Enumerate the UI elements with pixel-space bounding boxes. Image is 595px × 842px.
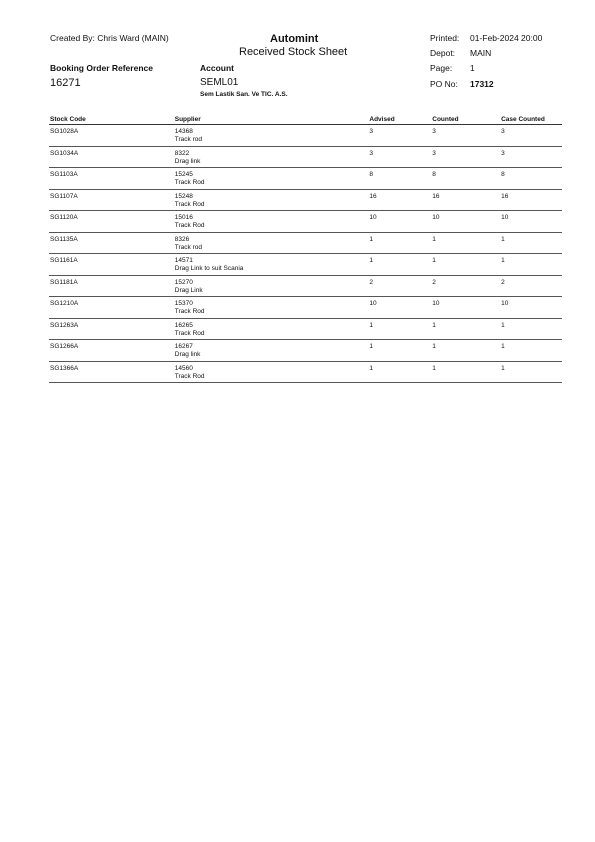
page-title: Automint	[270, 33, 319, 45]
col-supplier: Supplier	[174, 116, 201, 123]
table-body	[49, 125, 562, 383]
supplier-cell	[175, 279, 370, 297]
case-counted-qty: 2	[501, 278, 505, 286]
advised-qty: 1	[369, 257, 373, 264]
depot-label: Depot:	[430, 48, 456, 58]
counted-qty: 1	[432, 364, 436, 372]
item-description: Track rod	[174, 136, 202, 143]
stock-table	[49, 113, 562, 383]
case-counted-qty: 8	[501, 171, 505, 178]
table-row	[49, 125, 562, 147]
stock-code: SG1181A	[50, 278, 78, 286]
col-case-counted: Case Counted	[501, 116, 545, 123]
table-row	[49, 233, 562, 255]
case-counted-qty: 10	[501, 214, 509, 221]
supplier-code: 16265	[174, 321, 193, 329]
advised-qty: 1	[369, 321, 373, 329]
supplier-code: 15270	[174, 278, 193, 286]
supplier-code: 15016	[174, 214, 193, 221]
supplier-cell	[175, 257, 370, 275]
table-row	[49, 297, 562, 319]
item-description: Drag Link	[174, 286, 203, 294]
supplier-code: 14368	[174, 128, 193, 135]
counted-qty: 10	[432, 214, 440, 221]
page-number: 1	[470, 63, 475, 73]
table-row	[49, 147, 562, 169]
item-description: Track rod	[174, 243, 202, 251]
case-counted-qty: 3	[501, 149, 505, 157]
advised-qty: 10	[369, 300, 377, 307]
stock-code: SG1263A	[50, 321, 79, 329]
table-row	[49, 340, 562, 362]
col-stock-code: Stock Code	[50, 116, 86, 123]
item-description: Track Rod	[174, 222, 205, 229]
case-counted-qty: 1	[501, 257, 505, 264]
stock-code: SG1120A	[50, 214, 78, 221]
advised-qty: 1	[369, 364, 373, 372]
col-counted: Counted	[432, 116, 459, 123]
advised-qty: 3	[369, 149, 373, 157]
stock-code: SG1161A	[50, 257, 78, 264]
stock-code: SG1135A	[50, 235, 78, 243]
counted-qty: 1	[432, 235, 436, 243]
supplier-code: 14560	[174, 364, 193, 372]
table-row	[49, 362, 562, 384]
item-description: Track Rod	[174, 329, 205, 337]
account-name: Sem Lastik San. Ve TIC. A.S.	[200, 91, 288, 98]
item-description: Drag Link to suit Scania	[174, 265, 244, 272]
stock-code: SG1210A	[50, 300, 79, 307]
case-counted-qty: 1	[501, 343, 505, 350]
supplier-cell	[175, 171, 370, 189]
counted-qty: 3	[432, 149, 436, 157]
supplier-cell	[175, 150, 370, 168]
supplier-code: 14571	[174, 257, 193, 264]
stock-code: SG1266A	[50, 343, 79, 350]
col-advised: Advised	[369, 116, 395, 123]
page-subtitle: Received Stock Sheet	[239, 46, 348, 58]
supplier-code: 15245	[174, 171, 193, 178]
created-by: Created By: Chris Ward (MAIN)	[50, 33, 169, 43]
stock-code: SG1107A	[50, 192, 78, 200]
table-row	[49, 276, 562, 298]
advised-qty: 3	[369, 128, 373, 135]
supplier-cell	[175, 128, 370, 146]
stock-code: SG1103A	[50, 171, 78, 178]
supplier-cell	[175, 236, 370, 254]
supplier-cell	[175, 365, 370, 383]
account-label: Account	[200, 63, 234, 73]
table-row	[49, 190, 562, 212]
depot-value: MAIN	[470, 48, 492, 58]
table-row	[49, 319, 562, 341]
supplier-cell	[175, 322, 370, 340]
counted-qty: 8	[432, 171, 436, 178]
stock-code: SG1028A	[50, 128, 79, 135]
printed-label: Printed:	[430, 33, 460, 43]
po-number: 17312	[470, 79, 494, 89]
advised-qty: 16	[369, 192, 377, 200]
counted-qty: 1	[432, 343, 436, 350]
advised-qty: 8	[369, 171, 373, 178]
counted-qty: 2	[432, 278, 436, 286]
booking-ref-label: Booking Order Reference	[50, 63, 153, 73]
supplier-code: 16267	[174, 343, 193, 350]
item-description: Drag link	[174, 351, 201, 358]
advised-qty: 10	[369, 214, 377, 221]
table-row	[49, 211, 562, 233]
case-counted-qty: 3	[501, 128, 505, 135]
supplier-cell	[175, 343, 370, 361]
supplier-code: 15248	[174, 192, 193, 200]
advised-qty: 1	[369, 235, 373, 243]
advised-qty: 1	[369, 343, 373, 350]
stock-code: SG1366A	[50, 364, 79, 372]
item-description: Track Rod	[174, 179, 205, 186]
supplier-cell	[175, 300, 370, 318]
table-row	[49, 254, 562, 276]
item-description: Track Rod	[174, 200, 205, 208]
counted-qty: 1	[432, 257, 436, 264]
case-counted-qty: 10	[501, 300, 509, 307]
case-counted-qty: 1	[501, 321, 505, 329]
counted-qty: 16	[432, 192, 440, 200]
table-row	[49, 168, 562, 190]
item-description: Track Rod	[174, 308, 205, 315]
stock-code: SG1034A	[50, 149, 79, 157]
counted-qty: 3	[432, 128, 436, 135]
table-header	[49, 113, 562, 125]
account-code: SEML01	[200, 77, 239, 88]
item-description: Drag link	[174, 157, 201, 165]
item-description: Track Rod	[174, 372, 205, 380]
supplier-code: 8322	[174, 149, 190, 157]
case-counted-qty: 1	[501, 235, 505, 243]
supplier-cell	[175, 214, 370, 232]
advised-qty: 2	[369, 278, 373, 286]
counted-qty: 10	[432, 300, 440, 307]
case-counted-qty: 16	[501, 192, 509, 200]
po-label: PO No:	[430, 79, 458, 89]
case-counted-qty: 1	[501, 364, 505, 372]
supplier-cell	[175, 193, 370, 211]
page-label: Page:	[430, 63, 453, 73]
printed-value: 01-Feb-2024 20:00	[470, 33, 543, 43]
booking-ref-value: 16271	[50, 77, 81, 89]
supplier-code: 8326	[174, 235, 190, 243]
counted-qty: 1	[432, 321, 436, 329]
supplier-code: 15370	[174, 300, 193, 307]
